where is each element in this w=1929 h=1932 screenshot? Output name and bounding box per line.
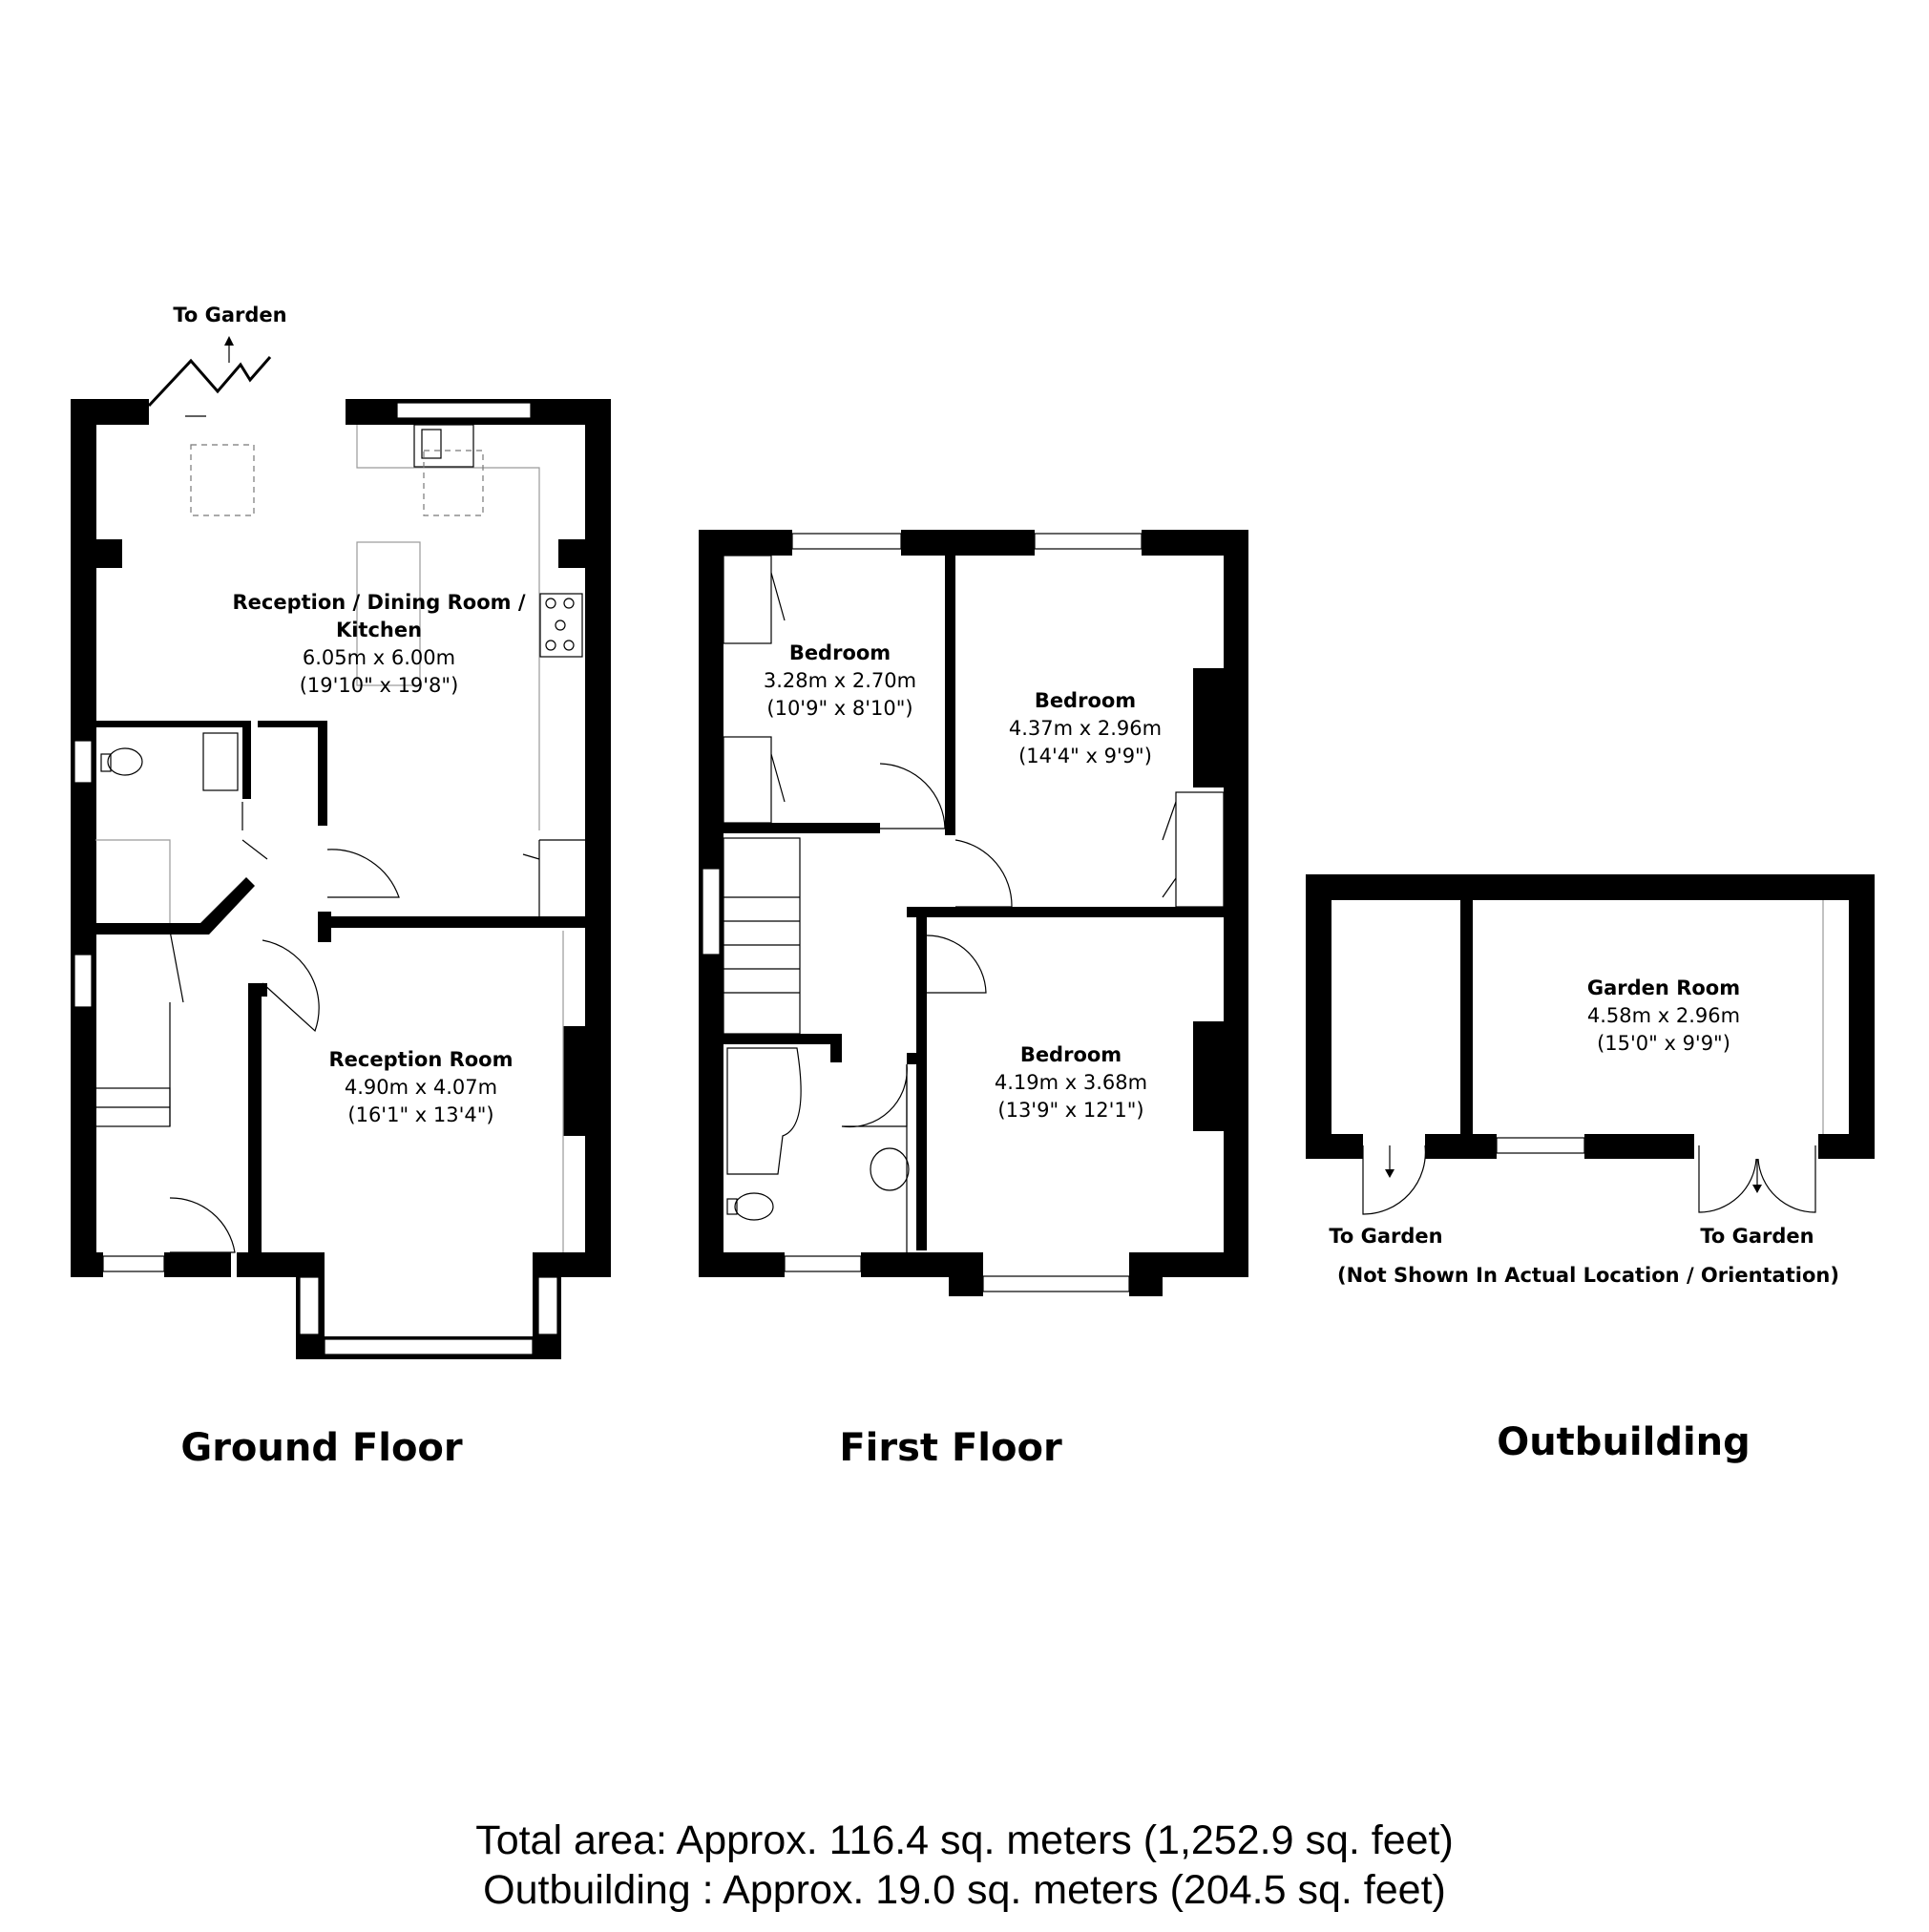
basin <box>203 733 238 790</box>
total-area-text: Total area: Approx. 116.4 sq. meters (1,252.9 sq. feet) <box>475 1817 1454 1863</box>
room-name: Bedroom <box>1034 689 1137 712</box>
sink <box>414 425 473 467</box>
wall <box>95 721 250 727</box>
door <box>262 940 319 1031</box>
wall <box>1460 874 1473 1159</box>
wall <box>907 1053 927 1064</box>
chimney-breast <box>1193 1021 1224 1131</box>
wall <box>164 1252 231 1277</box>
window <box>325 1339 533 1354</box>
room-dimensions-metric: 4.37m x 2.96m <box>1008 717 1163 740</box>
wardrobe <box>1176 792 1224 907</box>
window <box>74 741 92 783</box>
wall <box>1306 874 1331 1159</box>
window <box>74 955 92 1007</box>
wall <box>242 721 251 799</box>
door <box>1363 1145 1425 1214</box>
door <box>927 935 986 993</box>
wall <box>200 877 255 934</box>
wall <box>533 1252 611 1277</box>
floor-title: First Floor <box>839 1426 1062 1470</box>
to-garden-label: To Garden <box>1700 1225 1814 1248</box>
wall <box>1129 1252 1163 1296</box>
wall <box>901 530 1035 556</box>
door <box>170 1198 235 1252</box>
to-garden-label: To Garden <box>173 304 287 326</box>
stairs <box>723 838 800 1034</box>
wall <box>71 923 204 934</box>
wall <box>318 721 327 788</box>
room-dimensions-metric: 4.58m x 2.96m <box>1586 1004 1741 1027</box>
wall <box>945 530 955 835</box>
first-floor-plan <box>699 530 1248 1296</box>
to-garden-label: To Garden <box>1329 1225 1443 1248</box>
room-dimensions-imperial: (16'1" x 13'4") <box>347 1103 494 1126</box>
wall <box>699 823 880 833</box>
floor-title: Outbuilding <box>1497 1420 1751 1464</box>
wall <box>1306 1134 1363 1159</box>
room-dimensions-metric: 4.19m x 3.68m <box>994 1071 1148 1094</box>
ground-floor-plan <box>71 336 611 1359</box>
wall <box>699 1034 842 1044</box>
room-dimensions-metric: 3.28m x 2.70m <box>763 669 917 692</box>
room-name: Bedroom <box>788 641 891 664</box>
basin <box>870 1148 909 1190</box>
wall <box>830 1034 842 1062</box>
wall <box>1425 1134 1497 1159</box>
window <box>983 1276 1129 1292</box>
room-dimensions-imperial: (13'9" x 12'1") <box>997 1099 1144 1122</box>
wall <box>558 539 585 568</box>
door <box>880 764 945 829</box>
room-name: Bedroom <box>1019 1043 1122 1066</box>
wall <box>1224 530 1248 1277</box>
floor-title: Ground Floor <box>180 1426 463 1470</box>
door <box>955 840 1012 907</box>
wardrobe <box>723 556 771 643</box>
room-dimensions-imperial: (14'4" x 9'9") <box>1018 745 1152 767</box>
door <box>1699 1145 1756 1212</box>
window <box>1035 534 1142 549</box>
room-dimensions-imperial: (10'9" x 8'10") <box>766 697 913 720</box>
toilet <box>108 748 142 775</box>
door <box>327 850 399 897</box>
window <box>785 1256 861 1271</box>
wall <box>585 399 611 1277</box>
room-dimensions-imperial: (19'10" x 19'8") <box>299 674 459 697</box>
outbuilding-area-text: Outbuilding : Approx. 19.0 sq. meters (204.5 sq. feet) <box>483 1867 1446 1913</box>
room-name: Reception Room <box>328 1048 514 1071</box>
wall <box>699 1252 785 1277</box>
wall <box>71 399 149 425</box>
wall <box>318 912 331 942</box>
outbuilding-plan <box>1306 874 1875 1214</box>
room-dimensions-imperial: (15'0" x 9'9") <box>1597 1032 1730 1055</box>
wall <box>1584 1134 1694 1159</box>
wall <box>71 399 96 1277</box>
outbuilding-note: (Not Shown In Actual Location / Orientation) <box>1337 1264 1839 1287</box>
wall <box>95 539 122 568</box>
wall <box>1849 874 1875 1159</box>
wall <box>329 916 611 928</box>
door <box>1758 1145 1815 1212</box>
bifold-door <box>149 357 270 406</box>
room-name: Kitchen <box>335 619 423 641</box>
wall <box>916 907 927 1250</box>
window <box>792 534 901 549</box>
toilet <box>735 1193 773 1220</box>
wall <box>71 1252 103 1277</box>
window <box>103 1256 164 1271</box>
wall <box>907 907 1248 917</box>
wall <box>699 530 792 556</box>
window <box>538 1277 557 1334</box>
window <box>702 869 720 955</box>
wall <box>248 993 262 1277</box>
chimney-breast <box>1193 668 1224 788</box>
wardrobe <box>723 737 771 823</box>
room-name: Garden Room <box>1586 976 1741 999</box>
window <box>1497 1138 1584 1153</box>
window <box>397 403 531 418</box>
room-dimensions-metric: 4.90m x 4.07m <box>344 1076 498 1099</box>
wall <box>949 1252 983 1296</box>
wall <box>1818 1134 1875 1159</box>
wall <box>258 721 326 727</box>
room-name: Reception / Dining Room / <box>232 591 526 614</box>
chimney-breast <box>563 1026 589 1136</box>
bath <box>727 1048 801 1174</box>
wall <box>318 788 327 826</box>
window <box>300 1277 319 1334</box>
door <box>842 1064 907 1127</box>
wall <box>1306 874 1875 900</box>
room-dimensions-metric: 6.05m x 6.00m <box>302 646 456 669</box>
